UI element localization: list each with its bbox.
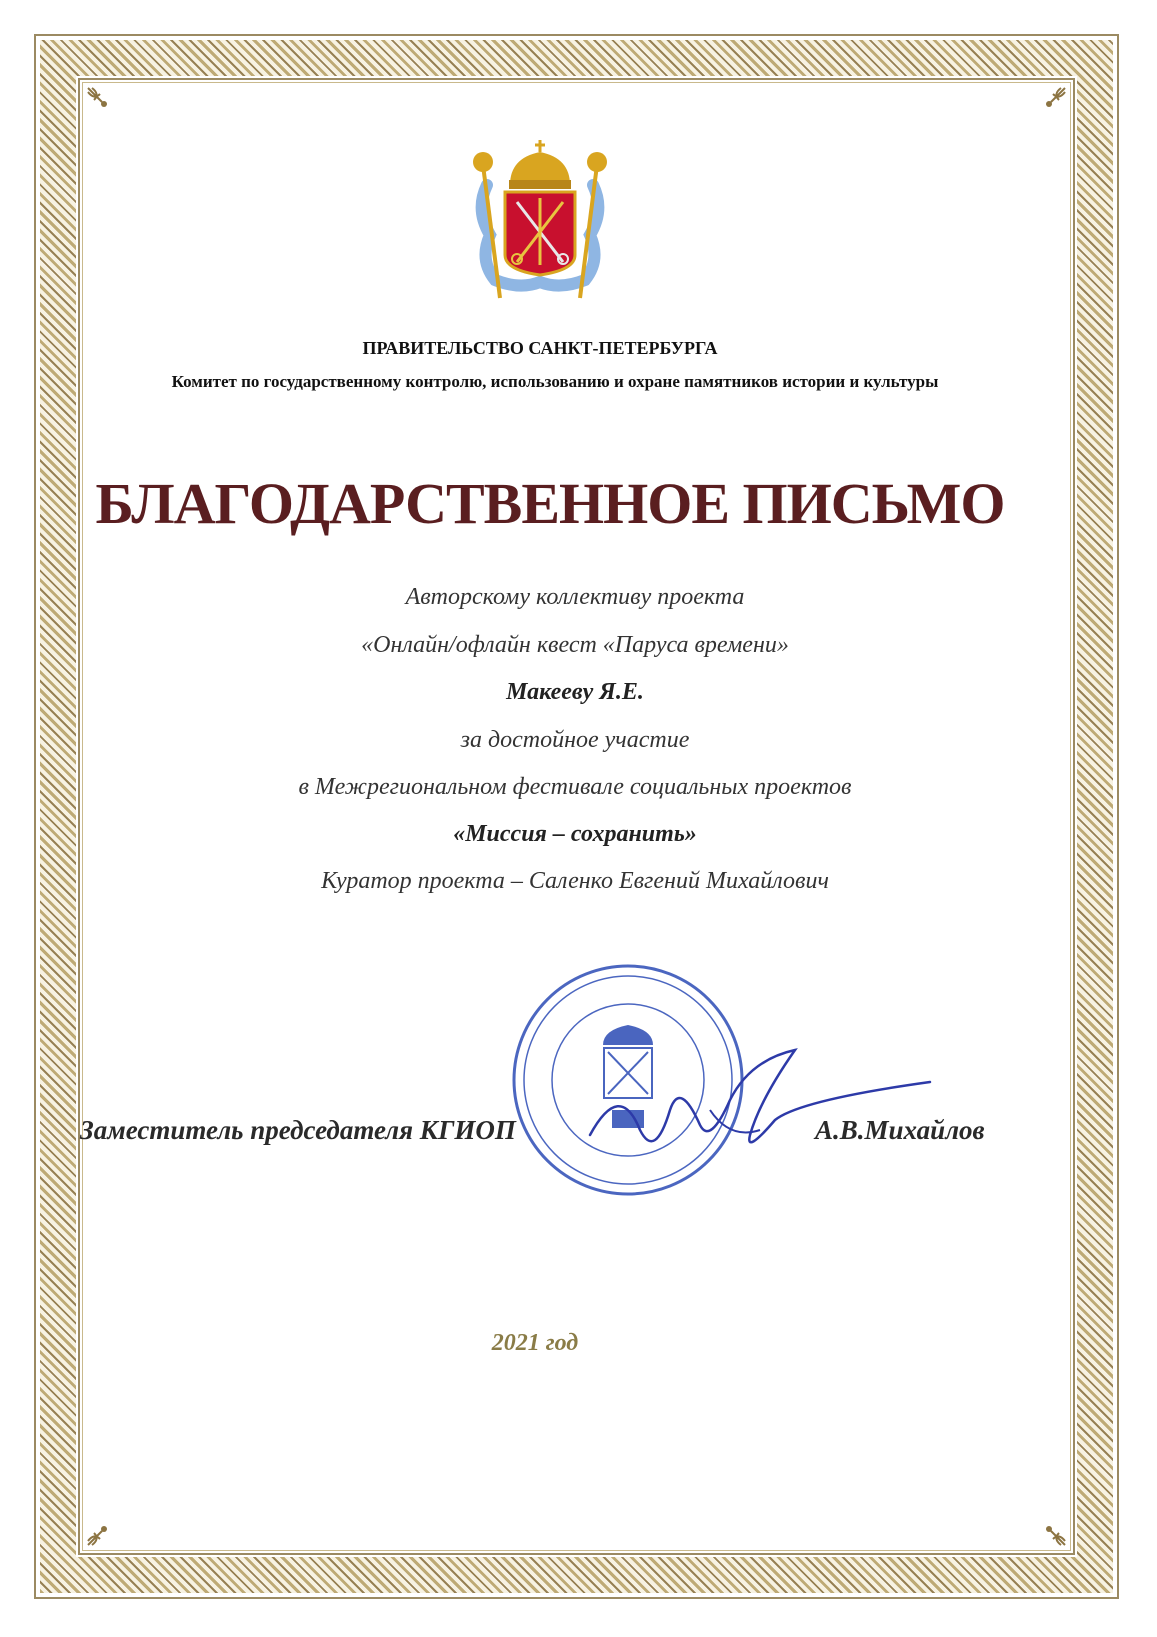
festival-name: «Миссия – сохранить» xyxy=(453,821,697,847)
government-heading: ПРАВИТЕЛЬСТВО САНКТ-ПЕТЕРБУРГА xyxy=(362,338,718,358)
coat-of-arms-icon xyxy=(465,140,615,305)
curator-line: Куратор проекта – Саленко Евгений Михайлович xyxy=(321,868,829,894)
corner-ornament-icon xyxy=(1031,86,1067,122)
body-line-2: «Онлайн/офлайн квест «Паруса времени» xyxy=(361,632,789,658)
body-line-4: в Межрегиональном фестивале социальных проектов xyxy=(298,774,852,800)
body-line-3: за достойное участие xyxy=(460,727,690,753)
corner-ornament-icon xyxy=(1031,1511,1067,1547)
corner-ornament-icon xyxy=(86,1511,122,1547)
corner-ornament-icon xyxy=(86,86,122,122)
committee-heading: Комитет по государственному контролю, использованию и охране памятников истории и культуры xyxy=(171,372,939,391)
document-year: 2021 год xyxy=(491,1330,579,1356)
signer-name: А.В.Михайлов xyxy=(815,1115,985,1145)
recipient-name: Макееву Я.Е. xyxy=(506,679,644,705)
document-title: БЛАГОДАРСТВЕННОЕ ПИСЬМО xyxy=(95,471,1005,536)
signer-position: Заместитель председателя КГИОП xyxy=(80,1115,516,1145)
handwritten-signature-icon xyxy=(560,1040,940,1170)
body-line-1: Авторскому коллективу проекта xyxy=(405,584,745,610)
